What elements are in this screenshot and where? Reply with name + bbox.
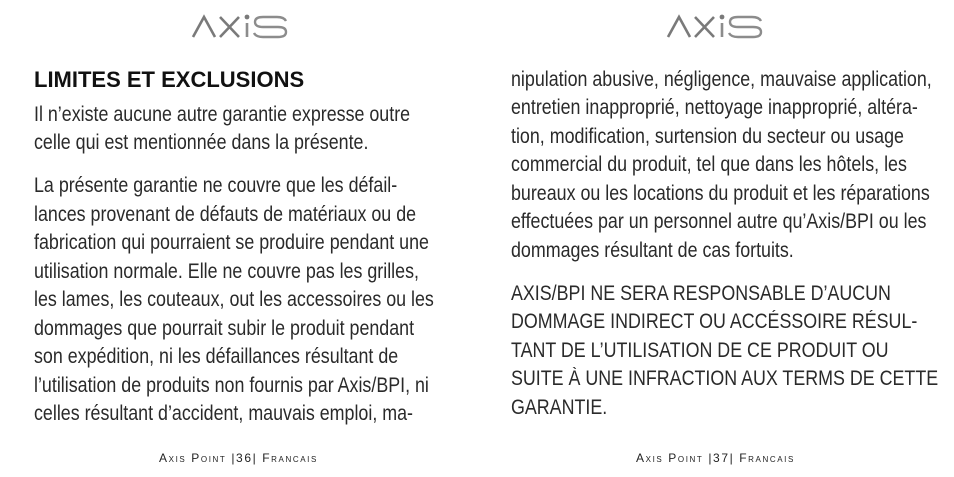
text-line: TANT DE L’UTILISATION DE CE PRODUIT OU — [511, 338, 889, 362]
paragraph — [511, 66, 954, 266]
text-line: entretien inapproprié, nettoyage inapproprié, altéra- — [511, 96, 918, 120]
text-line: effectuées par un personnel autre qu’Axis/BPI ou les — [511, 210, 927, 234]
page-footer: Axis Point |37| Francais — [636, 451, 795, 465]
text-line: celles résultant d’accident, mauvais emploi, ma- — [34, 402, 413, 426]
axis-logo-graphic — [667, 14, 763, 38]
paragraph — [34, 101, 477, 158]
text-line: dommages que pourrait subir le produit pendant — [34, 316, 415, 340]
text-line: commercial du produit, tel que dans les hôtels, les — [511, 153, 907, 177]
text-line: DOMMAGE INDIRECT OU ACCÉSSOIRE RÉSUL- — [511, 310, 918, 334]
text-line: nipulation abusive, négligence, mauvaise application, — [511, 67, 932, 91]
axis-logo — [192, 14, 288, 38]
section-title: LIMITES ET EXCLUSIONS — [34, 67, 305, 92]
text-line: La présente garantie ne couvre que les défail- — [34, 174, 398, 198]
text-line: l’utilisation de produits non fournis par Axis/BPI, ni — [34, 373, 429, 397]
text-line: fabrication qui pourraient se produire pendant une — [34, 231, 429, 255]
text-column-right — [511, 66, 954, 437]
text-line: les lames, les couteaux, out les accessoires ou les — [34, 288, 434, 312]
paragraph — [34, 172, 477, 429]
text-line: son expédition, ni les défaillances résultant de — [34, 345, 399, 369]
text-line: GARANTIE. — [511, 395, 608, 419]
page-right — [477, 0, 954, 477]
text-line: Il n’existe aucune autre garantie expresse outre — [34, 102, 411, 126]
text-line: tion, modification, surtension du secteur ou usage — [511, 124, 904, 148]
axis-logo-graphic — [192, 14, 288, 38]
text-line: AXIS/BPI NE SERA RESPONSABLE D’AUCUN — [511, 281, 891, 305]
text-line: bureaux ou les locations du produit et les réparations — [511, 181, 930, 205]
text-line: lances provenant de défauts de matériaux ou de — [34, 202, 417, 226]
text-line: dommages résultant de cas fortuits. — [511, 238, 794, 262]
axis-logo — [667, 14, 763, 38]
text-line: SUITE À UNE INFRACTION AUX TERMS DE CETTE — [511, 367, 939, 391]
text-line: utilisation normale. Elle ne couvre pas les grilles, — [34, 259, 419, 283]
paragraph-uppercase — [511, 280, 954, 423]
text-column-left — [34, 101, 477, 444]
page-footer: Axis Point |36| Francais — [159, 451, 318, 465]
text-line: celle qui est mentionnée dans la présente. — [34, 131, 369, 155]
